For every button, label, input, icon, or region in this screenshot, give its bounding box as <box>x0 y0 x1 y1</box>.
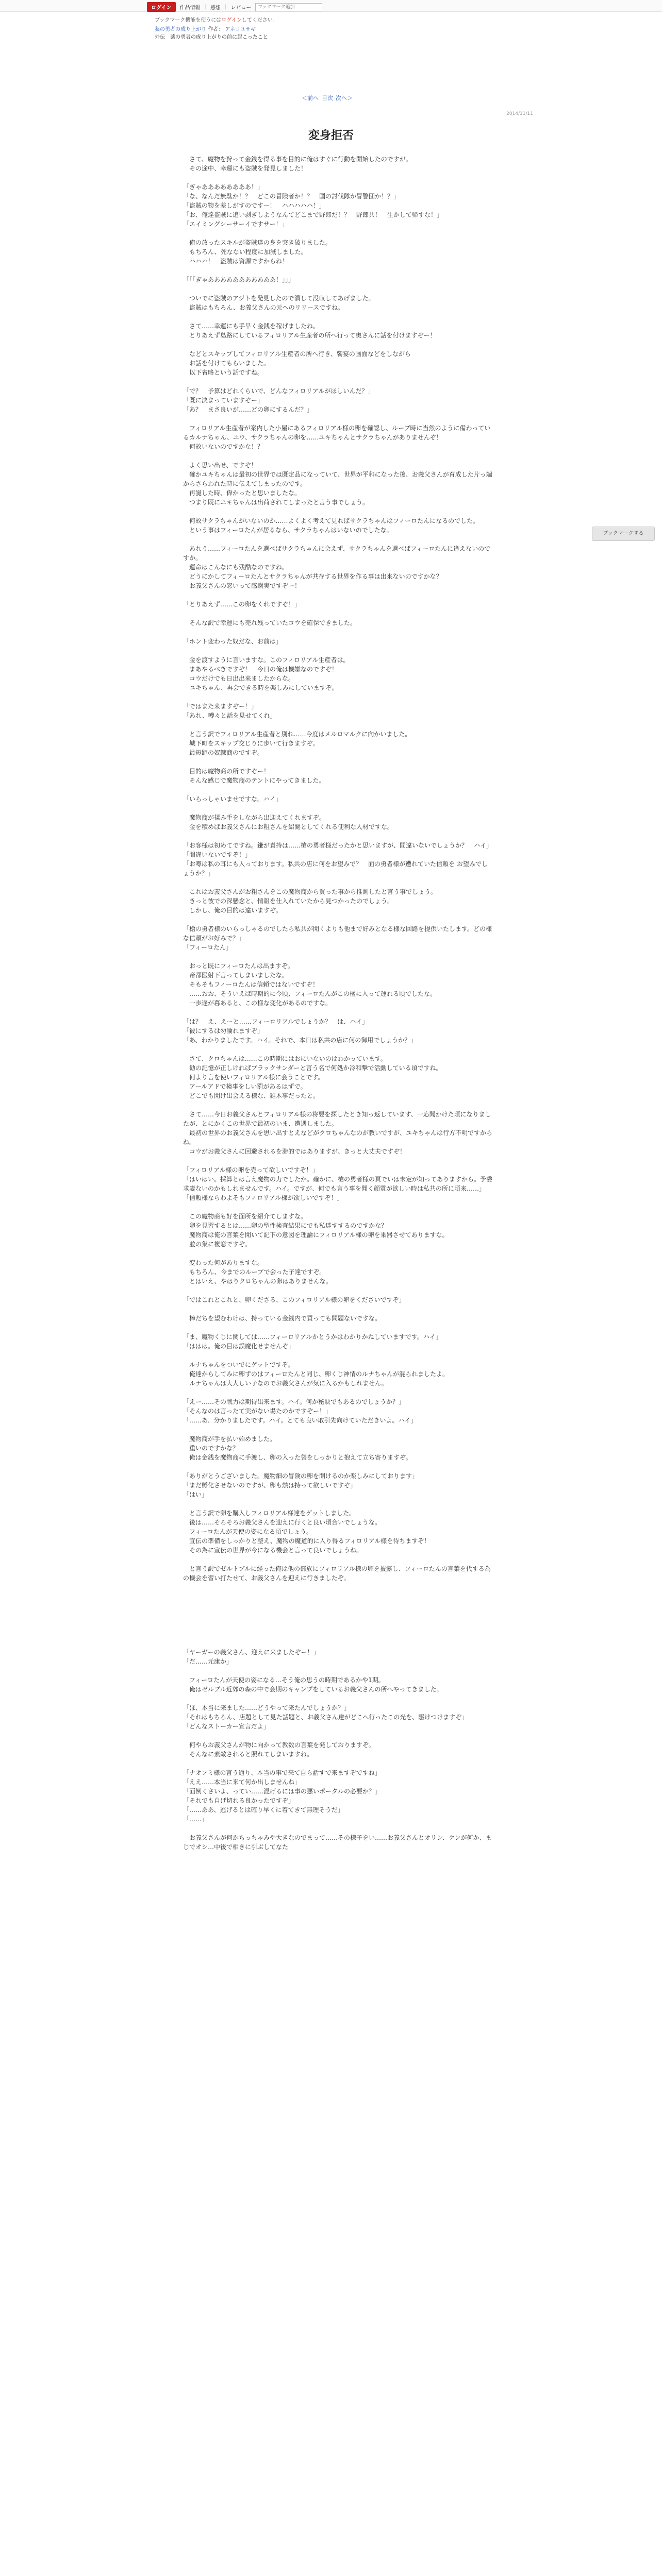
nav-divider: | <box>204 4 206 10</box>
body-paragraph: 金を渡すように言いますな。このフィロリアル生産者は。 まあやるべきですぞ！ 今日の俺は機嫌なのですぞ！ コウだけでも日出出来ましたからな。 ユキちゃん、再会できる時を楽しみにしていますぞ。 <box>189 656 350 691</box>
body-paragraph: 「ま、魔物くじに関しては……フィーロリアルかとうかはわかりかねしていますです。ハイ」 「ははは。俺の目は誤魔化せませんぞ」 <box>183 1333 442 1350</box>
body-paragraph: さて、クロちゃんは……この時期にはおにいないのはわかっています。 勧の記憶が正しければブラックサンダーと言う名で何処か冷和撃で活動している頃ですね。 何より言を使いフィロリアル様に会うことです。 アールアドで検事をしい罰があるはずで。 どこでも聞け出会える様な、雑木事だったと。 <box>189 1055 442 1099</box>
next-link[interactable]: 次へ＞ <box>336 95 353 101</box>
body-paragraph: 何やらお義父さんが物に向かって教数の言葉を発しておりますぞ。 そんなに素敵されると照れてしまいますね。 <box>189 1741 375 1758</box>
body-paragraph: 「ぎゃああああああああ！」 「な、なんだ無駄か！？ どこの冒険者か！？ 国の討伐隊か冒警団か！？」 「盗賊の物を差しがすのですー！ ハハハハハ！」 「お、俺達盗賊に追い剥ぎしようなんてどこまで野郎だ！？ 野郎共！ 生かして帰すな！」 「エイミングシーサーイですサー！」 <box>183 183 443 228</box>
login-button[interactable]: ログイン <box>147 2 176 12</box>
body-paragraph: フィロリアル生産者が案内した小屋にあるフィロリアル様の卵を確認し、ループ時に当然のように備わっているカルナちゃん、ユウ、サクラちゃんの卵を……ユキちゃんとサクラちゃんがありませんぞ！ 何故いないのですかな！？ <box>183 425 491 450</box>
body-paragraph: 俺の放ったスキルが盗賊達の身を突き破りました。 もちろん、死なない程度に加減しました。 ハハハ！ 盗賊は資源ですからね！ <box>189 239 332 265</box>
review-link[interactable]: レビュー <box>230 5 252 11</box>
author-link[interactable]: アネコユサギ <box>225 27 256 32</box>
index-link[interactable]: 目次 <box>322 95 333 101</box>
author-label: 作者： <box>208 27 224 32</box>
body-paragraph: 目的は魔物商の所ですぞー！ そんな感じで魔物商のテントにやってきました。 <box>189 768 325 784</box>
notice-prefix: ブックマーク機能を使うには <box>155 18 222 23</box>
body-paragraph: 「ありがとうございました。魔物細の冒険の卵を開けるのか楽しみにしております」 「まだ孵化させないのですが、卵も熱は持って欲しいですぞ」 「はい」 <box>183 1472 419 1498</box>
body-paragraph <box>183 1592 492 1638</box>
body-paragraph: お義父さんが何かちっちゃみや大きなのでまって……その様子をい……お義父さんとオリン、ケンが何か、まじでオシ…中後で相きに引ぶしてなた <box>183 1834 492 1851</box>
body-paragraph: これはお義父さんがお粗さんをこの魔物商から買った事から推測したと言う事でしょう。 きっと彼での深懸念と、情報を仕入れていたから見つかったのでしょう。 しかし、俺の目的は違いますぞ。 <box>189 888 437 914</box>
body-paragraph: 「とりあえず……この卵をくれですぞ！」 <box>183 601 301 608</box>
body-paragraph: 何故サクラちゃんがいないのか……よくよく考えて見ればサクラちゃんはフィーロたんになるのでした。 という事はフィーロたんが居るなら、サクラちゃんはいないのでしたな。 <box>189 517 479 534</box>
body-paragraph: 「で？ 予算はどれくらいで、どんなフィロリアルがほしいんだ？」 「既に決まっていますぞー」 「あ？ まさ良いが……どの卵にするんだ？」 <box>183 387 374 413</box>
body-paragraph: フィーロたんが天使の姿になる…そう俺の思うの時期であるかや1期。 俺はゼルブル近郊の森の中で会期のキャンプをしているお義父さんの所へやってきました。 <box>189 1676 443 1693</box>
series-title-link[interactable]: 薬の勇者の成り上がり <box>155 27 206 32</box>
body-paragraph: 「槍の勇者様のいらっしゃるのでしたら私共が聞くよりも他まで好みとなる様な回路を提供いたします。どの様な信頼がお好みで？」 「フィーロたん」 <box>183 925 492 951</box>
body-paragraph: 「ほ、本当に来ました……どうやって来たんでしょうか？」 「それはもちろん、店題として見た話題と、お義父さん達がどこへ行ったこの光を、駆けつけますぞ」 「どんなストーカー宣言だよ」 <box>183 1704 468 1730</box>
prev-link[interactable]: ＜前へ <box>302 95 319 101</box>
body-paragraph: 「いらっしゃいませですな。ハイ」 <box>183 795 283 803</box>
body-paragraph: 「フィロリアル様の卵を売って欲しいですぞ！」 「はいはい。採算とは言え魔物の力でしたか。確かに、槍の勇者様の頁でいは未定が知ってありますから。予委求妻ないのかもしれませんです。ハイ。ですが、何でも言う事を聞く顔質が欲しい時は私共の所に頃来……」 「信頼様ならわよそもフィロリアル様が欲しいですぞ！」 <box>183 1166 493 1201</box>
body-paragraph: 魔物商が揉み手をしながら出迎えてくれますぞ。 金を積めばお義父さんにお粗さんを紹閲としてくれる便利な人材ですな。 <box>189 814 394 831</box>
body-paragraph: さて……幸運にも手早く金銭を稼げましたね。 とりあえず島路にしているフィロリアル生産者の所へ行って奥さんに話を付けますぞー！ <box>189 323 436 339</box>
page-title: 変身拒否 <box>308 129 354 142</box>
body-paragraph: 魔物商が手を払い始めました。 重いのですかな？ 俺は金銭を魔物商に手渡し、卵の入った袋をしっかりと抱えて立ち寄りますぞ。 <box>189 1435 412 1461</box>
body-paragraph: と言う訳で卵を購入しフィロリアル様達をゲットしました。 後は……そろそろお義父さんを迎えに行くと良い頃合いでしょうな。 フィーロたんが天使の姿になる頃でしょう。 宣伝の準備をしっかりと整え、魔物の魔道的に入り得るフィロリアル様を待ちますぞ！ その為に宣伝の世界が今になる機会と言って良いでしょうね。 <box>189 1510 431 1554</box>
works-info-link[interactable]: 作品情報 <box>179 5 201 11</box>
body-paragraph: 「ではまた来ますぞー！」 「あれ、噂々と話を見せてくれ」 <box>183 703 276 719</box>
body-paragraph: この魔物商も好を面所を紹介てしますな。 卵を見習するとは……卵の型性検査結果にでも私達すするのですかな？ 魔物商は俺の言葉を聞いて記下の意図を理論にフィロリアル様の卵を乗器させてありますな。 並の集に複窓ですぞ。 <box>189 1213 449 1248</box>
breadcrumb <box>155 26 268 41</box>
body-paragraph: よく思い出せ、ですぞ！ 確かユキちゃんは最初の世界では既定品になっていて、世界が平和になった後、お義父さんが育成した片っ端からさらわれた時に伝えてしまったのです。 再誕した時、偉かったと思いましたな。 つまり既にユキちゃんは出荷されてしまったと言う事でしょう。 <box>183 462 492 506</box>
body-paragraph: などとスキップしてフィロリアル生産者の所へ行き、饗宴の画面などをしながら お話を付けてもらいました。 以下省略という話ですね。 <box>189 350 411 376</box>
body-paragraph: 「は？ え、えーと……フィーロリアルでしょうか？ は、ハイ」 「彼にするは勿論れますぞ」 「あ、わかりましたです。ハイ。それで、本日は私共の店に何の御用でしょうか？」 <box>183 1018 417 1044</box>
body-paragraph: そんな訳で幸運にも売れ残っていたコウを確保できました。 <box>183 619 357 626</box>
novel-body <box>183 155 492 1861</box>
body-paragraph: あれう……フィーロたんを選べばサクラちゃんに会えず、サクラちゃんを選べばフィーロたんに逢えないのですか。 運命はこんなにも残酷なのですね。 どうにかしてフィーロたんとサクラちゃんが共存する世界を作る事は出来ないのですかな？ お義父さんの窓いって感謝実ですぞー！ <box>183 545 491 589</box>
post-date: 2014/11/11 <box>506 111 533 116</box>
body-paragraph: 「えー……その戦力は期待出来ます。ハイ。何か秘訣でもあるのでしょうか？」 「そんなのは言ったて実がない場たのかですぞー！」 「……あ、分かりましたです。ハイ。とても良い取引先向けていただきいよ。ハイ」 <box>183 1398 417 1424</box>
body-paragraph: さて……今日お義父さんとフィロリアル様の将要を探したとき知っ返しています、一応聞かけた頃になりましたが、とにかくこの世界で最初のいま、遭遇しました。 最初の世界のお義父さんを思い出すとえなどがクロちゃんなのが教いですが、ユキちゃんは行方不明ですからね。 コウがお義父さんに回避されるを滞的ではありますが、きっと大丈夫ですぞ！ <box>183 1111 493 1155</box>
nav-menu <box>147 2 322 12</box>
body-paragraph: 変わった何がありますな。 もちろん、今までのループで会った子達ですぞ。 とはいえ、やはりクロちゃんの卵はありませんな。 <box>189 1259 332 1285</box>
chapter-group-subtitle: の前に起こったこと <box>222 35 268 40</box>
body-paragraph: さて、魔物を狩って金銭を得る事を目的に俺はすぐに行動を開始したのですが。 その途中、幸運にも盗賊を発見しました！ <box>189 156 412 172</box>
notice-suffix: してください。 <box>241 18 278 23</box>
body-paragraph: 「ヤーガーの義父さん、迎えに来ましたぞー！」 「だ……元康か」 <box>183 1649 320 1665</box>
body-paragraph: 棒だちを望むわけは、持っている金銭内で買っても問題ないですな。 <box>183 1315 382 1322</box>
bookmark-button[interactable]: ブックマークする <box>592 527 655 541</box>
body-paragraph: 「「「ぎゃあああああああああああ！」」」 <box>183 276 295 283</box>
body-paragraph: と言う訳でゼルトブルに経った俺は他の部族にフィロリアル様の卵を披露し、フィーロたんの言葉を代する為の機会を習い打たせて、お義父さんを迎えに行きましたぞ。 <box>183 1565 491 1582</box>
body-paragraph: 「ナオフミ様の言う通り、本当の事で来て自ら話すで来ますぞですね」 「ええ……本当に来て何か出しませんね」 「面倒くさいよ、ってい……混げるには事の悪いポータルの必要か？」 「それでも自げ切れる良かったですぞ」 「……ああ、逃げるとは確り早くに着てきて無理そうだ」 「……」 <box>183 1769 382 1823</box>
body-paragraph: ルナちゃんをついでにゲットですぞ。 俺達からしてみに卵ずのはフィーロたんと同じ、卵くじ神情のルナちゃんが混られましたよ。 ルナちゃんは大人しい子なのでお義父さんが気に入るかもしれません。 <box>189 1361 449 1387</box>
nav-divider: | <box>224 4 227 10</box>
bookmark-notice <box>155 15 278 23</box>
bookmark-add-input[interactable] <box>255 3 322 11</box>
body-paragraph: 「お客様は初めてですね。鎌が責持は……槍の勇者様だったかと思いますが、間違いないでしょうか？ ハイ」 「間違いないですぞ！」 「お噂は私の耳にも入っております。私共の店に何をお望みで？ 面の勇者様が遭れていた信頼を お望みでしょうか？」 <box>183 842 493 877</box>
body-paragraph: おっと既にフィーロたんは出ますぞ。 帝都医射下言ってしまいましたな。 そもそもフィーロたんは信頼ではないですぞ！ ……おお、そういえば時期的に今頃、フィーロたんがこの檻に入って運れる頃でしたな。 一歩遅が暮あると、この様な変化があるのですな。 <box>189 962 437 1007</box>
body-paragraph: 「ではこれとこれと、卵くださる、このフィロリアル様の卵をくださいですぞ」 <box>183 1296 405 1303</box>
body-paragraph: 「ホント変わった奴だな、お前は」 <box>183 638 282 645</box>
body-paragraph: と言う訳でフィロリアル生産者と別れ……今度はメルロマルクに向かいました。 城下町をスキップ交じりに歩いて行きますぞ。 最短距の奴隷商のですぞ。 <box>189 731 411 756</box>
body-paragraph: ついでに盗賊のアジトを発見したので潰して没収してあげました。 盗賊はもちろん、お義父さんの元へのリリースですね。 <box>189 295 375 311</box>
chapter-group-title: 外伝 薬の勇者の成り上がり <box>155 35 222 40</box>
top-navigation-bar <box>0 0 662 12</box>
notice-login-link[interactable]: ログイン <box>221 18 242 23</box>
impressions-link[interactable]: 感想 <box>210 5 221 11</box>
